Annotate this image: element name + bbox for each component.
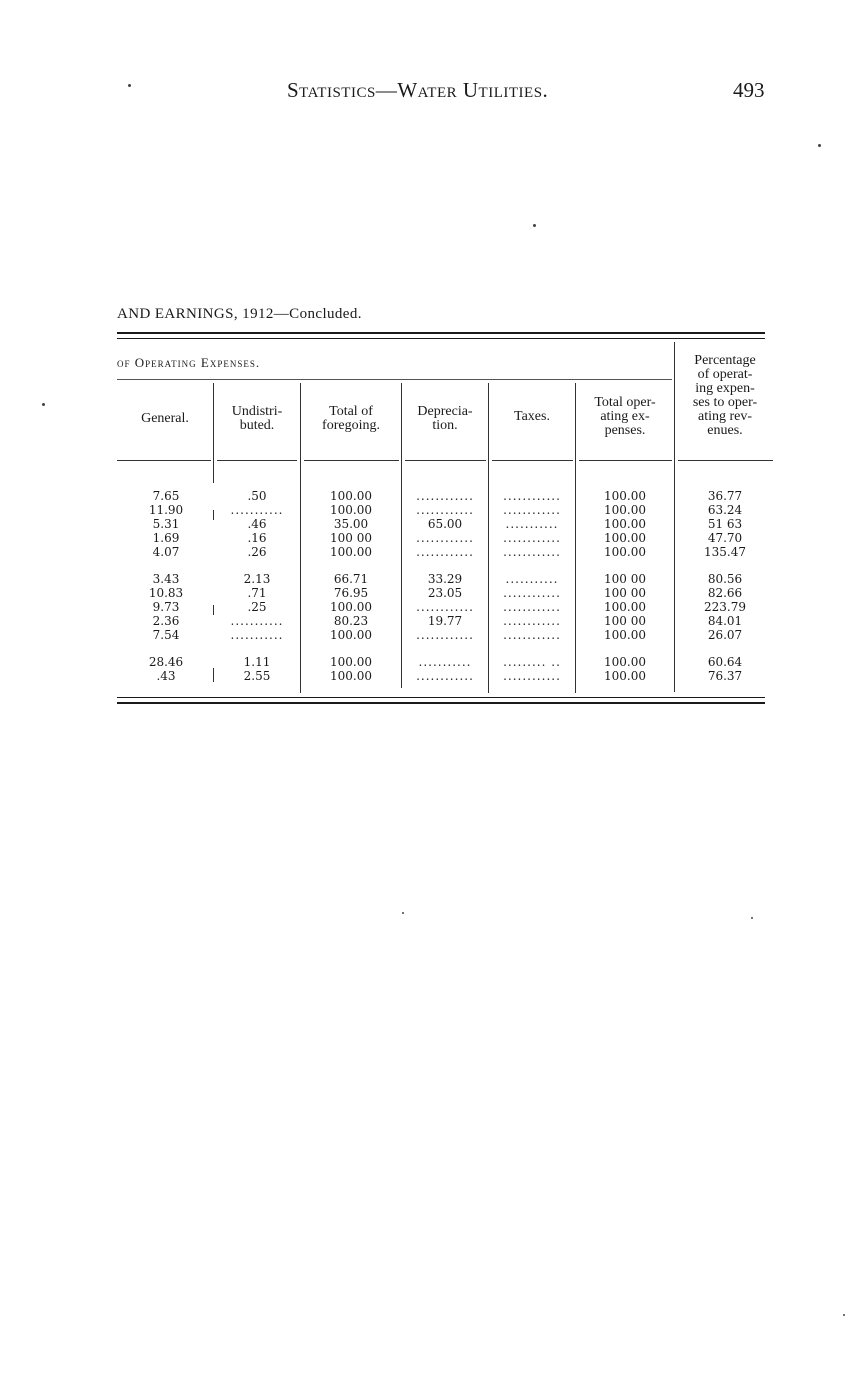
column-divider — [213, 383, 214, 483]
table-cell-taxes: ............ — [503, 531, 561, 545]
table-cell-undistributed: ........... — [230, 628, 284, 642]
group-header: of Operating Expenses. — [117, 355, 261, 370]
page-title: Statistics—Water Utilities. — [287, 78, 549, 102]
table-cell-depreciation: ............ — [416, 628, 474, 642]
table-cell-undistributed: .71 — [247, 586, 267, 600]
table-cell-total-operating-expenses: 100.00 — [604, 489, 646, 503]
table-cell-total-operating-expenses: 100 00 — [604, 614, 646, 628]
table-cell-taxes: ............ — [503, 628, 561, 642]
table-cell-depreciation: ............ — [416, 531, 474, 545]
column-header-general: General. — [141, 411, 189, 426]
table-cell-total-operating-expenses: 100.00 — [604, 628, 646, 642]
table-cell-depreciation: 23.05 — [427, 586, 463, 600]
table-cell-undistributed: .26 — [247, 545, 267, 559]
table-cell-percentage: 63.24 — [707, 503, 743, 517]
table-cell-total-of-foregoing: 100 00 — [330, 531, 372, 545]
scan-speck — [42, 403, 45, 406]
table-cell-total-operating-expenses: 100 00 — [604, 572, 646, 586]
table-cell-total-operating-expenses: 100.00 — [604, 600, 646, 614]
table-cell-general: 9.73 — [152, 600, 180, 614]
table-cell-general: 4.07 — [152, 545, 180, 559]
scan-speck — [843, 1314, 845, 1316]
group-header-underline — [117, 379, 672, 380]
table-cell-general: 3.43 — [152, 572, 180, 586]
table-cell-general: 11.90 — [148, 503, 184, 517]
table-caption: AND EARNINGS, 1912—Concluded. — [117, 306, 362, 322]
table-cell-total-of-foregoing: 100.00 — [330, 489, 372, 503]
column-divider — [213, 605, 214, 615]
column-header-undistributed: Undistri- buted. — [231, 404, 283, 433]
table-cell-depreciation: ............ — [416, 503, 474, 517]
scan-speck — [128, 84, 131, 87]
table-cell-total-of-foregoing: 100.00 — [330, 545, 372, 559]
header-rule — [579, 460, 672, 461]
table-cell-taxes: ........... — [505, 517, 559, 531]
table-cell-percentage: 36.77 — [707, 489, 743, 503]
table-cell-undistributed: 1.11 — [243, 655, 271, 669]
scan-speck — [818, 144, 821, 147]
table-cell-total-of-foregoing: 100.00 — [330, 655, 372, 669]
table-cell-total-operating-expenses: 100.00 — [604, 503, 646, 517]
column-header-total-of-foregoing: Total of foregoing. — [322, 404, 380, 433]
table-cell-total-of-foregoing: 100.00 — [330, 600, 372, 614]
table-cell-total-of-foregoing: 100.00 — [330, 669, 372, 683]
table-cell-taxes: ......... .. — [503, 655, 561, 669]
header-rule — [304, 460, 399, 461]
table-cell-undistributed: .16 — [247, 531, 267, 545]
table-cell-undistributed: .25 — [247, 600, 267, 614]
table-cell-total-of-foregoing: 80.23 — [333, 614, 369, 628]
table-cell-general: 2.36 — [152, 614, 180, 628]
table-cell-total-operating-expenses: 100.00 — [604, 517, 646, 531]
column-divider — [488, 383, 489, 693]
table-cell-total-operating-expenses: 100.00 — [604, 531, 646, 545]
table-cell-total-operating-expenses: 100.00 — [604, 655, 646, 669]
table-cell-taxes: ........... — [505, 572, 559, 586]
table-cell-undistributed: ........... — [230, 503, 284, 517]
table-cell-percentage: 80.56 — [707, 572, 743, 586]
table-cell-depreciation: 19.77 — [427, 614, 463, 628]
table-cell-total-operating-expenses: 100.00 — [604, 669, 646, 683]
table-cell-taxes: ............ — [503, 669, 561, 683]
bottom-double-rule-upper — [117, 697, 765, 698]
table-cell-total-operating-expenses: 100.00 — [604, 545, 646, 559]
table-cell-depreciation: ............ — [416, 489, 474, 503]
table-cell-percentage: 60.64 — [707, 655, 743, 669]
table-cell-taxes: ............ — [503, 503, 561, 517]
table-cell-depreciation: ............ — [416, 600, 474, 614]
table-cell-percentage: 82.66 — [707, 586, 743, 600]
table-cell-percentage: 51 63 — [707, 517, 743, 531]
table-cell-general: 7.65 — [152, 489, 180, 503]
table-cell-total-of-foregoing: 35.00 — [333, 517, 369, 531]
table-cell-general: 7.54 — [152, 628, 180, 642]
table-cell-taxes: ............ — [503, 545, 561, 559]
table-cell-percentage: 135.47 — [704, 545, 746, 559]
table-cell-total-operating-expenses: 100 00 — [604, 586, 646, 600]
header-rule — [117, 460, 211, 461]
header-rule — [405, 460, 486, 461]
table-cell-depreciation: ............ — [416, 545, 474, 559]
column-header-taxes: Taxes. — [514, 409, 550, 424]
table-cell-undistributed: ........... — [230, 614, 284, 628]
table-cell-general: .43 — [156, 669, 176, 683]
bottom-double-rule-lower — [117, 702, 765, 704]
table-cell-taxes: ............ — [503, 600, 561, 614]
scan-speck — [751, 917, 753, 919]
scan-speck — [533, 224, 536, 227]
table-cell-depreciation: ............ — [416, 669, 474, 683]
table-cell-general: 10.83 — [148, 586, 184, 600]
column-header-total-operating-expenses: Total oper- ating ex- penses. — [594, 395, 656, 438]
column-divider — [213, 668, 214, 682]
table-cell-percentage: 84.01 — [707, 614, 743, 628]
table-cell-percentage: 26.07 — [707, 628, 743, 642]
table-cell-percentage: 223.79 — [704, 600, 746, 614]
table-cell-total-of-foregoing: 76.95 — [333, 586, 369, 600]
table-cell-undistributed: 2.55 — [243, 669, 271, 683]
column-header-percentage-of-operating-expenses: Percentage of operat- ing expen- ses to oper- ating rev- enues. — [692, 353, 758, 438]
table-cell-general: 5.31 — [152, 517, 180, 531]
table-cell-depreciation: 33.29 — [427, 572, 463, 586]
table-cell-general: 28.46 — [148, 655, 184, 669]
header-rule — [217, 460, 297, 461]
table-cell-total-of-foregoing: 100.00 — [330, 503, 372, 517]
table-cell-taxes: ............ — [503, 614, 561, 628]
page-number: 493 — [733, 78, 765, 102]
header-rule — [492, 460, 573, 461]
table-cell-depreciation: ........... — [418, 655, 472, 669]
table-cell-total-of-foregoing: 66.71 — [333, 572, 369, 586]
table-cell-undistributed: 2.13 — [243, 572, 271, 586]
table-cell-general: 1.69 — [152, 531, 180, 545]
table-cell-taxes: ............ — [503, 489, 561, 503]
table-cell-undistributed: .50 — [247, 489, 267, 503]
table-cell-percentage: 76.37 — [707, 669, 743, 683]
top-double-rule-lower — [117, 338, 765, 339]
top-double-rule-upper — [117, 332, 765, 334]
scan-speck — [402, 912, 404, 914]
header-rule — [678, 460, 773, 461]
column-header-depreciation: Deprecia- tion. — [417, 404, 473, 433]
table-cell-taxes: ............ — [503, 586, 561, 600]
column-divider — [213, 510, 214, 520]
table-cell-depreciation: 65.00 — [427, 517, 463, 531]
table-cell-undistributed: .46 — [247, 517, 267, 531]
table-cell-total-of-foregoing: 100.00 — [330, 628, 372, 642]
table-cell-percentage: 47.70 — [707, 531, 743, 545]
